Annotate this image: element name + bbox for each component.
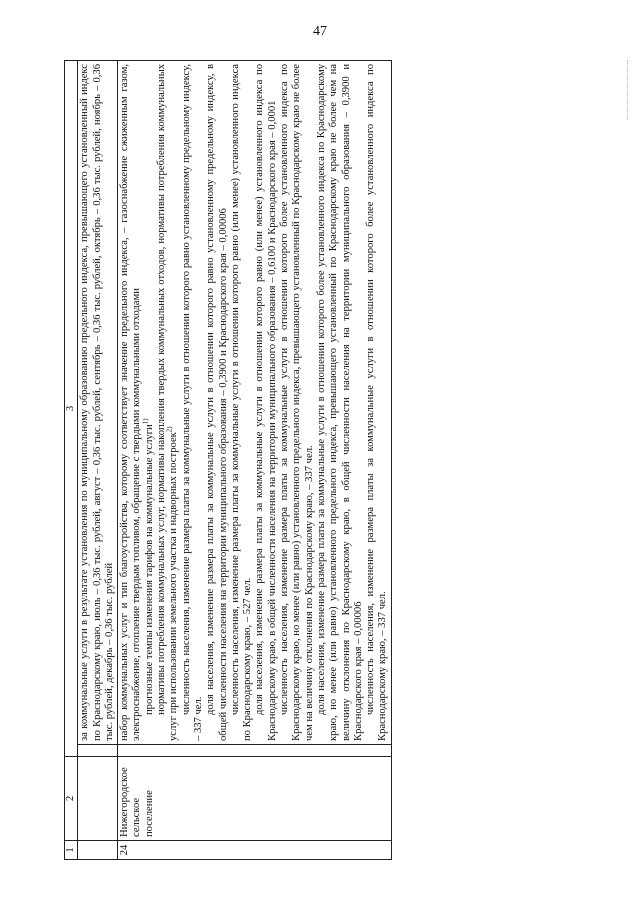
paragraph bbox=[141, 64, 156, 741]
paragraph-text: доля населения, изменение размера платы за коммунальные услуги в отношении которого более установленного индекса по Краснодарскому краю, но менее (или равно) установленного предельного индекса, превышающего установленный по Краснодарскому краю не более чем на величину отклонения по Краснодарскому краю, в общей численности населения на территории муниципального образования – 0,3900 и Краснодарского края – 0,00006 bbox=[315, 64, 364, 741]
header-cell-3: 3 bbox=[65, 61, 78, 757]
header-row bbox=[65, 61, 78, 860]
rotated-table-container bbox=[64, 60, 604, 860]
table-row bbox=[78, 61, 118, 860]
empty-cell bbox=[118, 745, 392, 757]
paragraph-text: доля населения, изменение размера платы за коммунальные услуги в отношении которого равно установленному предельному индексу, в общей численности населения на территории муниципального образования – 0,3900 и Краснодарского края – 0,00006 bbox=[205, 64, 229, 741]
continuation-text: за коммунальные услуги в результате установления по муниципальному образованию предельного индекса, превышающего установленный индекс по Краснодарскому краю, июль – 0,36 тыс. рублей, август – 0,36 тыс. рублей, сентябрь – 0,36 тыс. рублей, октябрь – 0,36 тыс. рублей, ноябрь – 0,36 тыс. рублей, декабрь – 0,36 тыс. рублей bbox=[79, 64, 115, 741]
row-content bbox=[118, 61, 392, 745]
paragraph bbox=[119, 64, 144, 741]
paragraph-text: доля населения, изменение размера платы за коммунальные услуги в отношении которого равно (или менее) установленного индекса по Краснодарскому краю, в общей численности населения на территории муниципального образования – 0,6100 и Краснодарского края – 0,0001 bbox=[254, 64, 278, 741]
paragraph bbox=[156, 64, 181, 741]
paragraph bbox=[230, 64, 255, 741]
empty-cell bbox=[78, 745, 118, 757]
header-cell-1: 1 bbox=[65, 841, 78, 860]
paragraph bbox=[181, 64, 206, 741]
header-cell-2: 2 bbox=[65, 757, 78, 841]
continuation-cell bbox=[78, 61, 118, 745]
paragraph-text: нормативы потребления коммунальных услуг, нормативы накопления твердых коммунальных отходов, нормативы потребления коммунальных услуг при использовании земельного участка и надворных построек bbox=[156, 64, 180, 741]
footnote-ref: 1) bbox=[141, 418, 150, 425]
paragraph bbox=[316, 64, 365, 741]
paragraph bbox=[279, 64, 316, 741]
page-number: 47 bbox=[313, 24, 327, 39]
paragraph-text: прогнозные темпы изменения тарифов на коммунальные услуги bbox=[143, 424, 155, 715]
settlement-name: Нижегородское сельское поселение bbox=[118, 757, 392, 841]
data-table bbox=[64, 60, 392, 860]
paragraph bbox=[254, 64, 279, 741]
paragraph-text: набор коммунальных услуг и тип благоустройства, которому соответствует значение предельного индекса, – газоснабжение сжиженным газом, электроснабжение, отопление твердым топливом, обращение с твердыми коммунальными отходами bbox=[119, 64, 143, 741]
paragraph-text: численность населения, изменение размера платы за коммунальные услуги в отношении которого равно установленному предельному индексу, – 337 чел. bbox=[180, 64, 204, 741]
paragraph bbox=[365, 64, 390, 741]
paragraph bbox=[205, 64, 230, 741]
row-number: 24 bbox=[118, 841, 392, 860]
paragraph-text: численность населения, изменение размера платы за коммунальные услуги в отношении которого более установленного индекса по Краснодарскому краю, но менее (или равно) установленного предельного индекса, превышающего установленный по Краснодарскому краю не более чем на величину отклонения по Краснодарскому краю, – 337 чел. bbox=[279, 64, 315, 741]
footnote-ref: 2) bbox=[165, 426, 174, 433]
table-row bbox=[118, 61, 392, 860]
margin-mark bbox=[627, 60, 636, 120]
paragraph-text: численность населения, изменение размера платы за коммунальные услуги в отношении которого равно (или менее) установленного индекса по Краснодарскому краю, – 527 чел. bbox=[229, 64, 254, 741]
empty-cell bbox=[78, 841, 118, 860]
paragraph-text: численность населения, изменение размера платы за коммунальные услуги в отношении которого более установленного индекса по Краснодарскому краю, – 337 чел. bbox=[365, 64, 389, 741]
empty-cell bbox=[78, 757, 118, 841]
